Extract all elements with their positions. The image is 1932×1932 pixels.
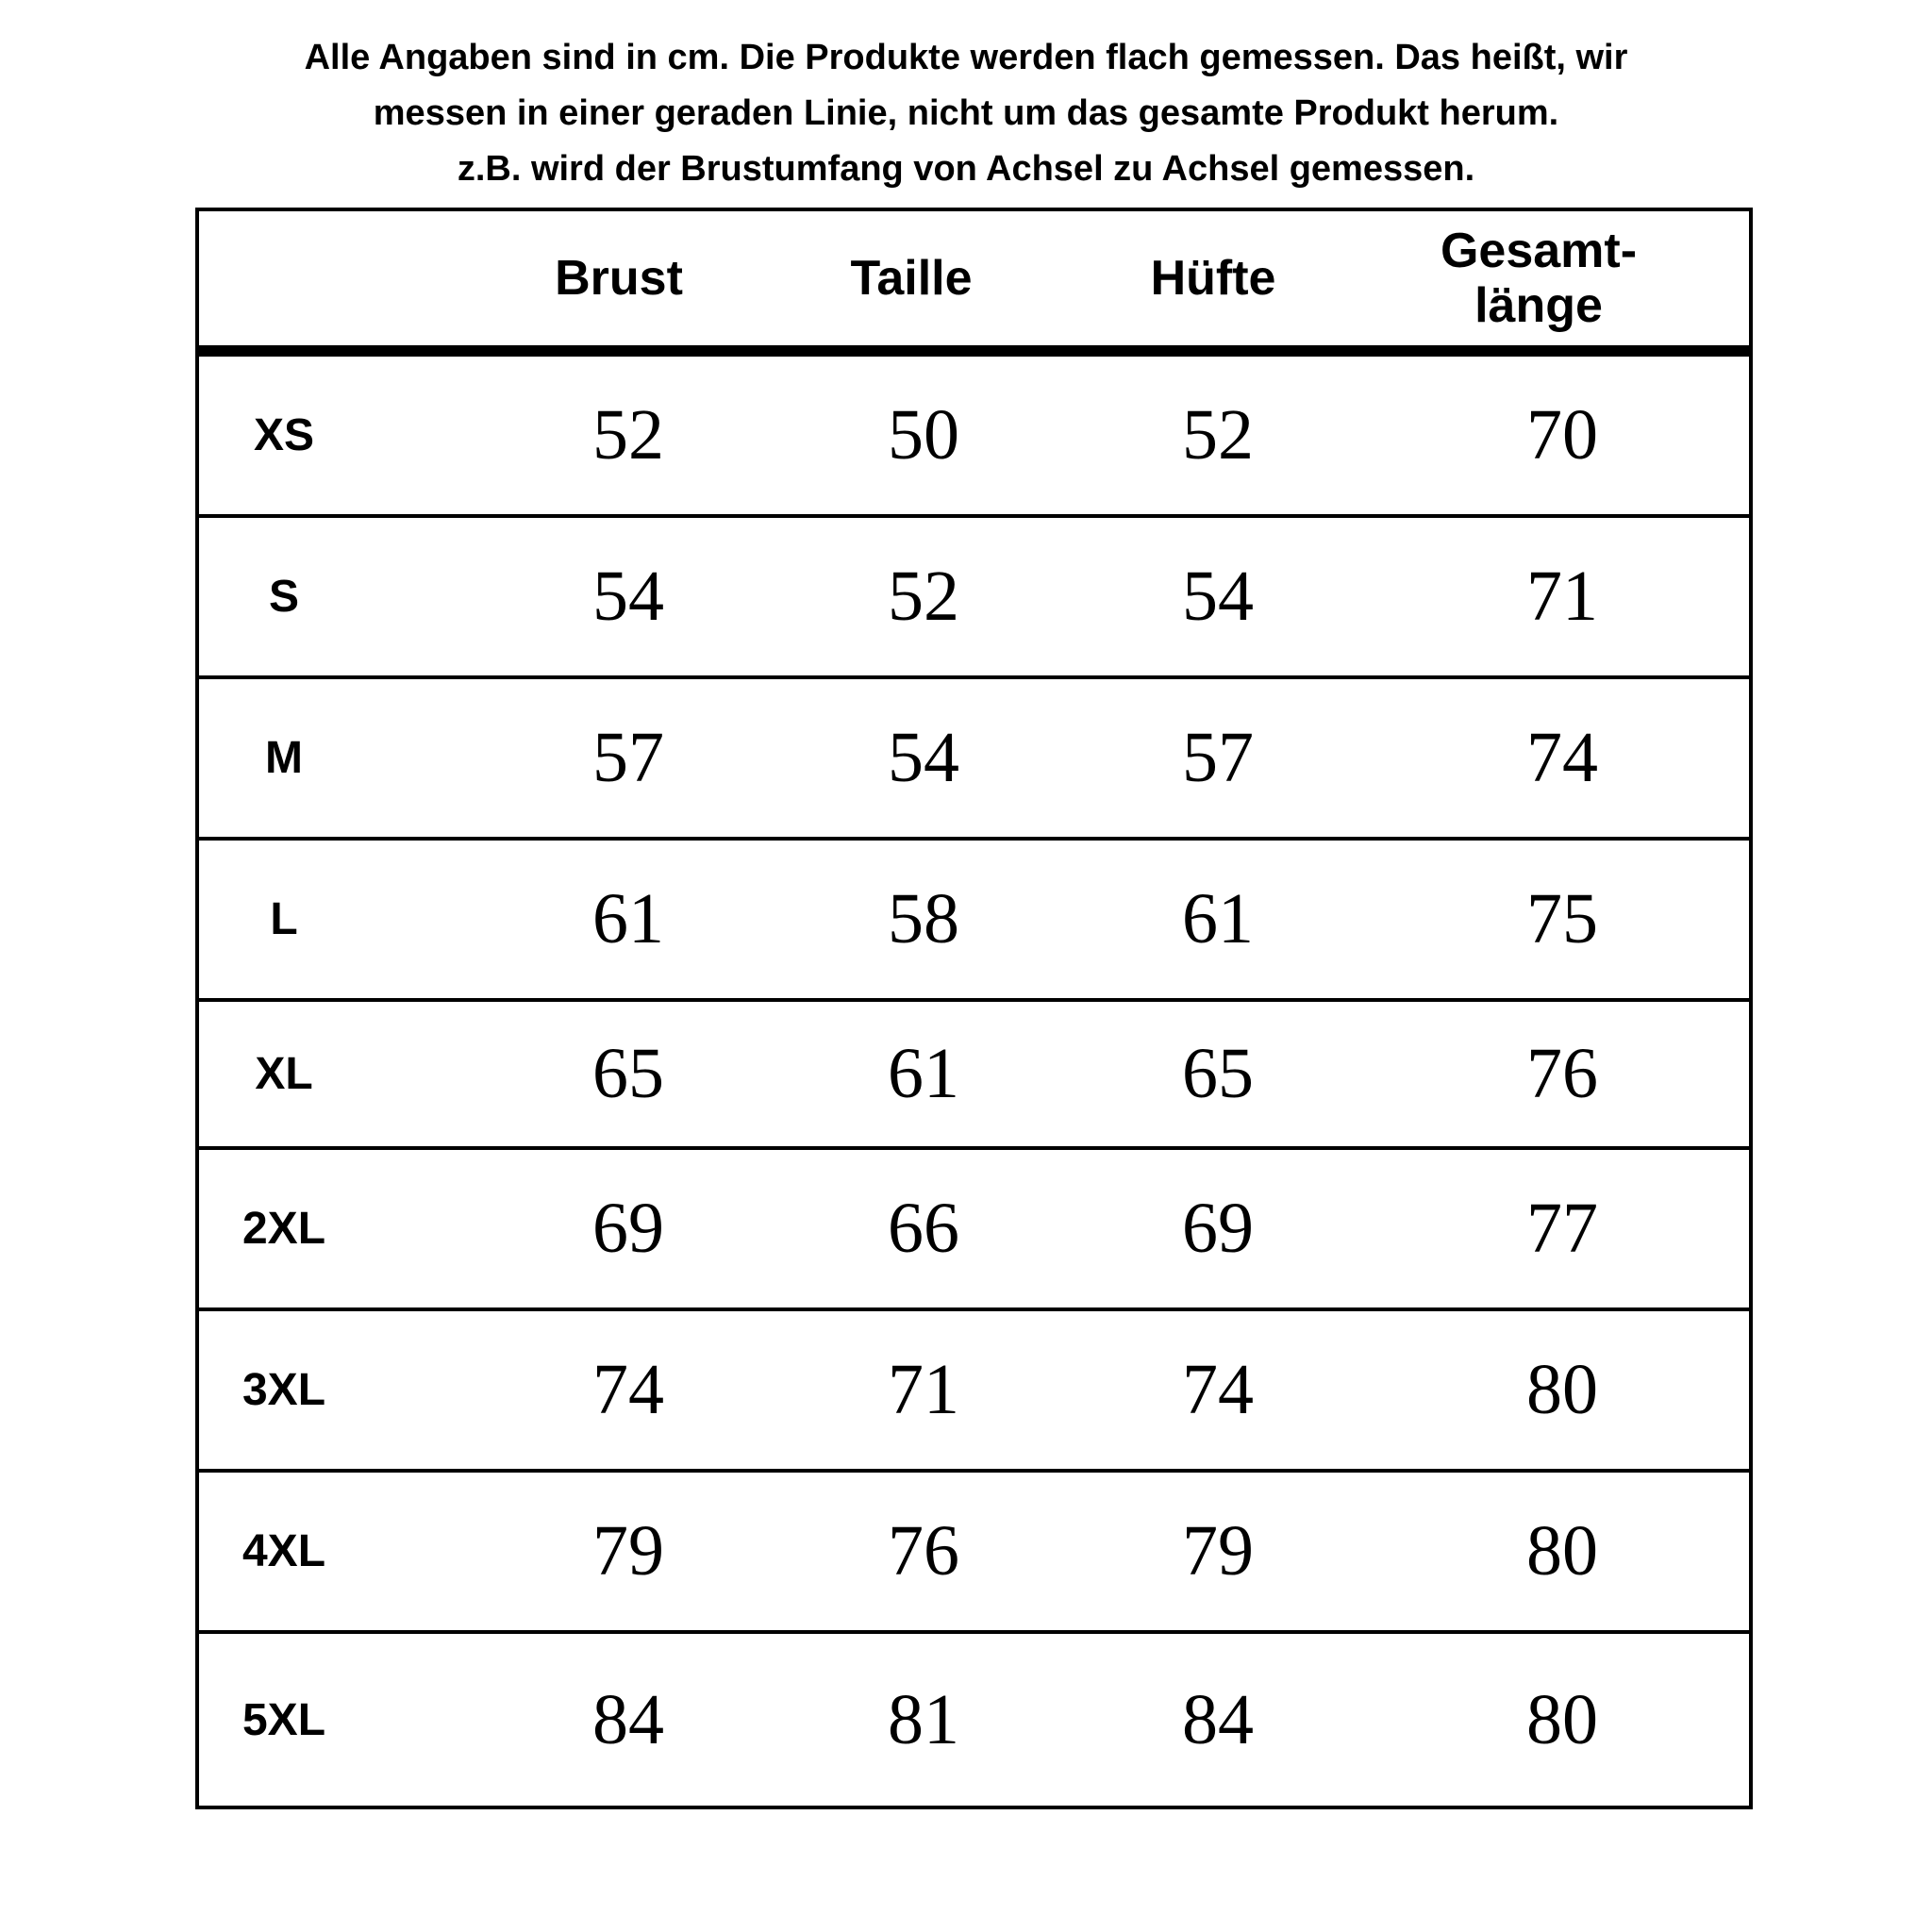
gesamtlaenge-value: 75 xyxy=(1526,879,1598,958)
taille-value: 71 xyxy=(888,1350,959,1429)
gesamtlaenge-value: 76 xyxy=(1526,1034,1598,1113)
table-row xyxy=(199,841,1749,1002)
huefte-value: 65 xyxy=(1182,1034,1254,1113)
table-row xyxy=(199,1634,1749,1806)
huefte-value: 84 xyxy=(1182,1679,1254,1759)
table-row xyxy=(199,1002,1749,1150)
table-row xyxy=(199,679,1749,841)
brust-value: 74 xyxy=(592,1350,664,1429)
intro-line-3: z.B. wird der Brustumfang von Achsel zu Achsel gemessen. xyxy=(457,149,1475,189)
intro-line-1: Alle Angaben sind in cm. Die Produkte werden flach gemessen. Das heißt, wir xyxy=(304,38,1628,77)
huefte-value: 61 xyxy=(1182,879,1254,958)
taille-value: 54 xyxy=(888,718,959,797)
huefte-value: 74 xyxy=(1182,1350,1254,1429)
huefte-value: 79 xyxy=(1182,1511,1254,1591)
size-label: 2XL xyxy=(242,1204,326,1254)
table-row xyxy=(199,518,1749,679)
brust-value: 54 xyxy=(592,557,664,636)
header-huefte: Hüfte xyxy=(1150,251,1276,306)
gesamtlaenge-value: 80 xyxy=(1526,1350,1598,1429)
table-row xyxy=(199,357,1749,518)
table-row xyxy=(199,1473,1749,1634)
size-label: L xyxy=(270,894,298,944)
gesamtlaenge-value: 70 xyxy=(1526,395,1598,475)
table-header-row xyxy=(199,211,1749,357)
huefte-value: 52 xyxy=(1182,395,1254,475)
size-table xyxy=(195,208,1753,1809)
taille-value: 50 xyxy=(888,395,959,475)
size-label: M xyxy=(265,733,303,783)
intro-line-2: messen in einer geraden Linie, nicht um das gesamte Produkt herum. xyxy=(373,93,1559,133)
brust-value: 84 xyxy=(592,1679,664,1759)
table-row xyxy=(199,1150,1749,1311)
huefte-value: 57 xyxy=(1182,718,1254,797)
taille-value: 66 xyxy=(888,1189,959,1268)
gesamtlaenge-value: 77 xyxy=(1526,1189,1598,1268)
gesamtlaenge-value: 71 xyxy=(1526,557,1598,636)
table-row xyxy=(199,1311,1749,1473)
huefte-value: 54 xyxy=(1182,557,1254,636)
size-label: XS xyxy=(253,410,315,460)
gesamtlaenge-value: 80 xyxy=(1526,1679,1598,1759)
brust-value: 57 xyxy=(592,718,664,797)
size-label: 4XL xyxy=(242,1526,326,1576)
huefte-value: 69 xyxy=(1182,1189,1254,1268)
taille-value: 61 xyxy=(888,1034,959,1113)
size-label: XL xyxy=(255,1049,313,1099)
brust-value: 79 xyxy=(592,1511,664,1591)
gesamtlaenge-value: 74 xyxy=(1526,718,1598,797)
gesamtlaenge-value: 80 xyxy=(1526,1511,1598,1591)
taille-value: 58 xyxy=(888,879,959,958)
taille-value: 81 xyxy=(888,1679,959,1759)
size-label: S xyxy=(268,572,299,622)
brust-value: 52 xyxy=(592,395,664,475)
header-brust: Brust xyxy=(555,251,683,306)
size-label: 3XL xyxy=(242,1365,326,1415)
brust-value: 69 xyxy=(592,1189,664,1268)
brust-value: 65 xyxy=(592,1034,664,1113)
taille-value: 76 xyxy=(888,1511,959,1591)
brust-value: 61 xyxy=(592,879,664,958)
header-taille: Taille xyxy=(850,251,973,306)
size-label: 5XL xyxy=(242,1694,326,1745)
header-gesamtlaenge: Gesamt- länge xyxy=(1440,224,1638,333)
taille-value: 52 xyxy=(888,557,959,636)
intro-text xyxy=(0,30,1932,197)
